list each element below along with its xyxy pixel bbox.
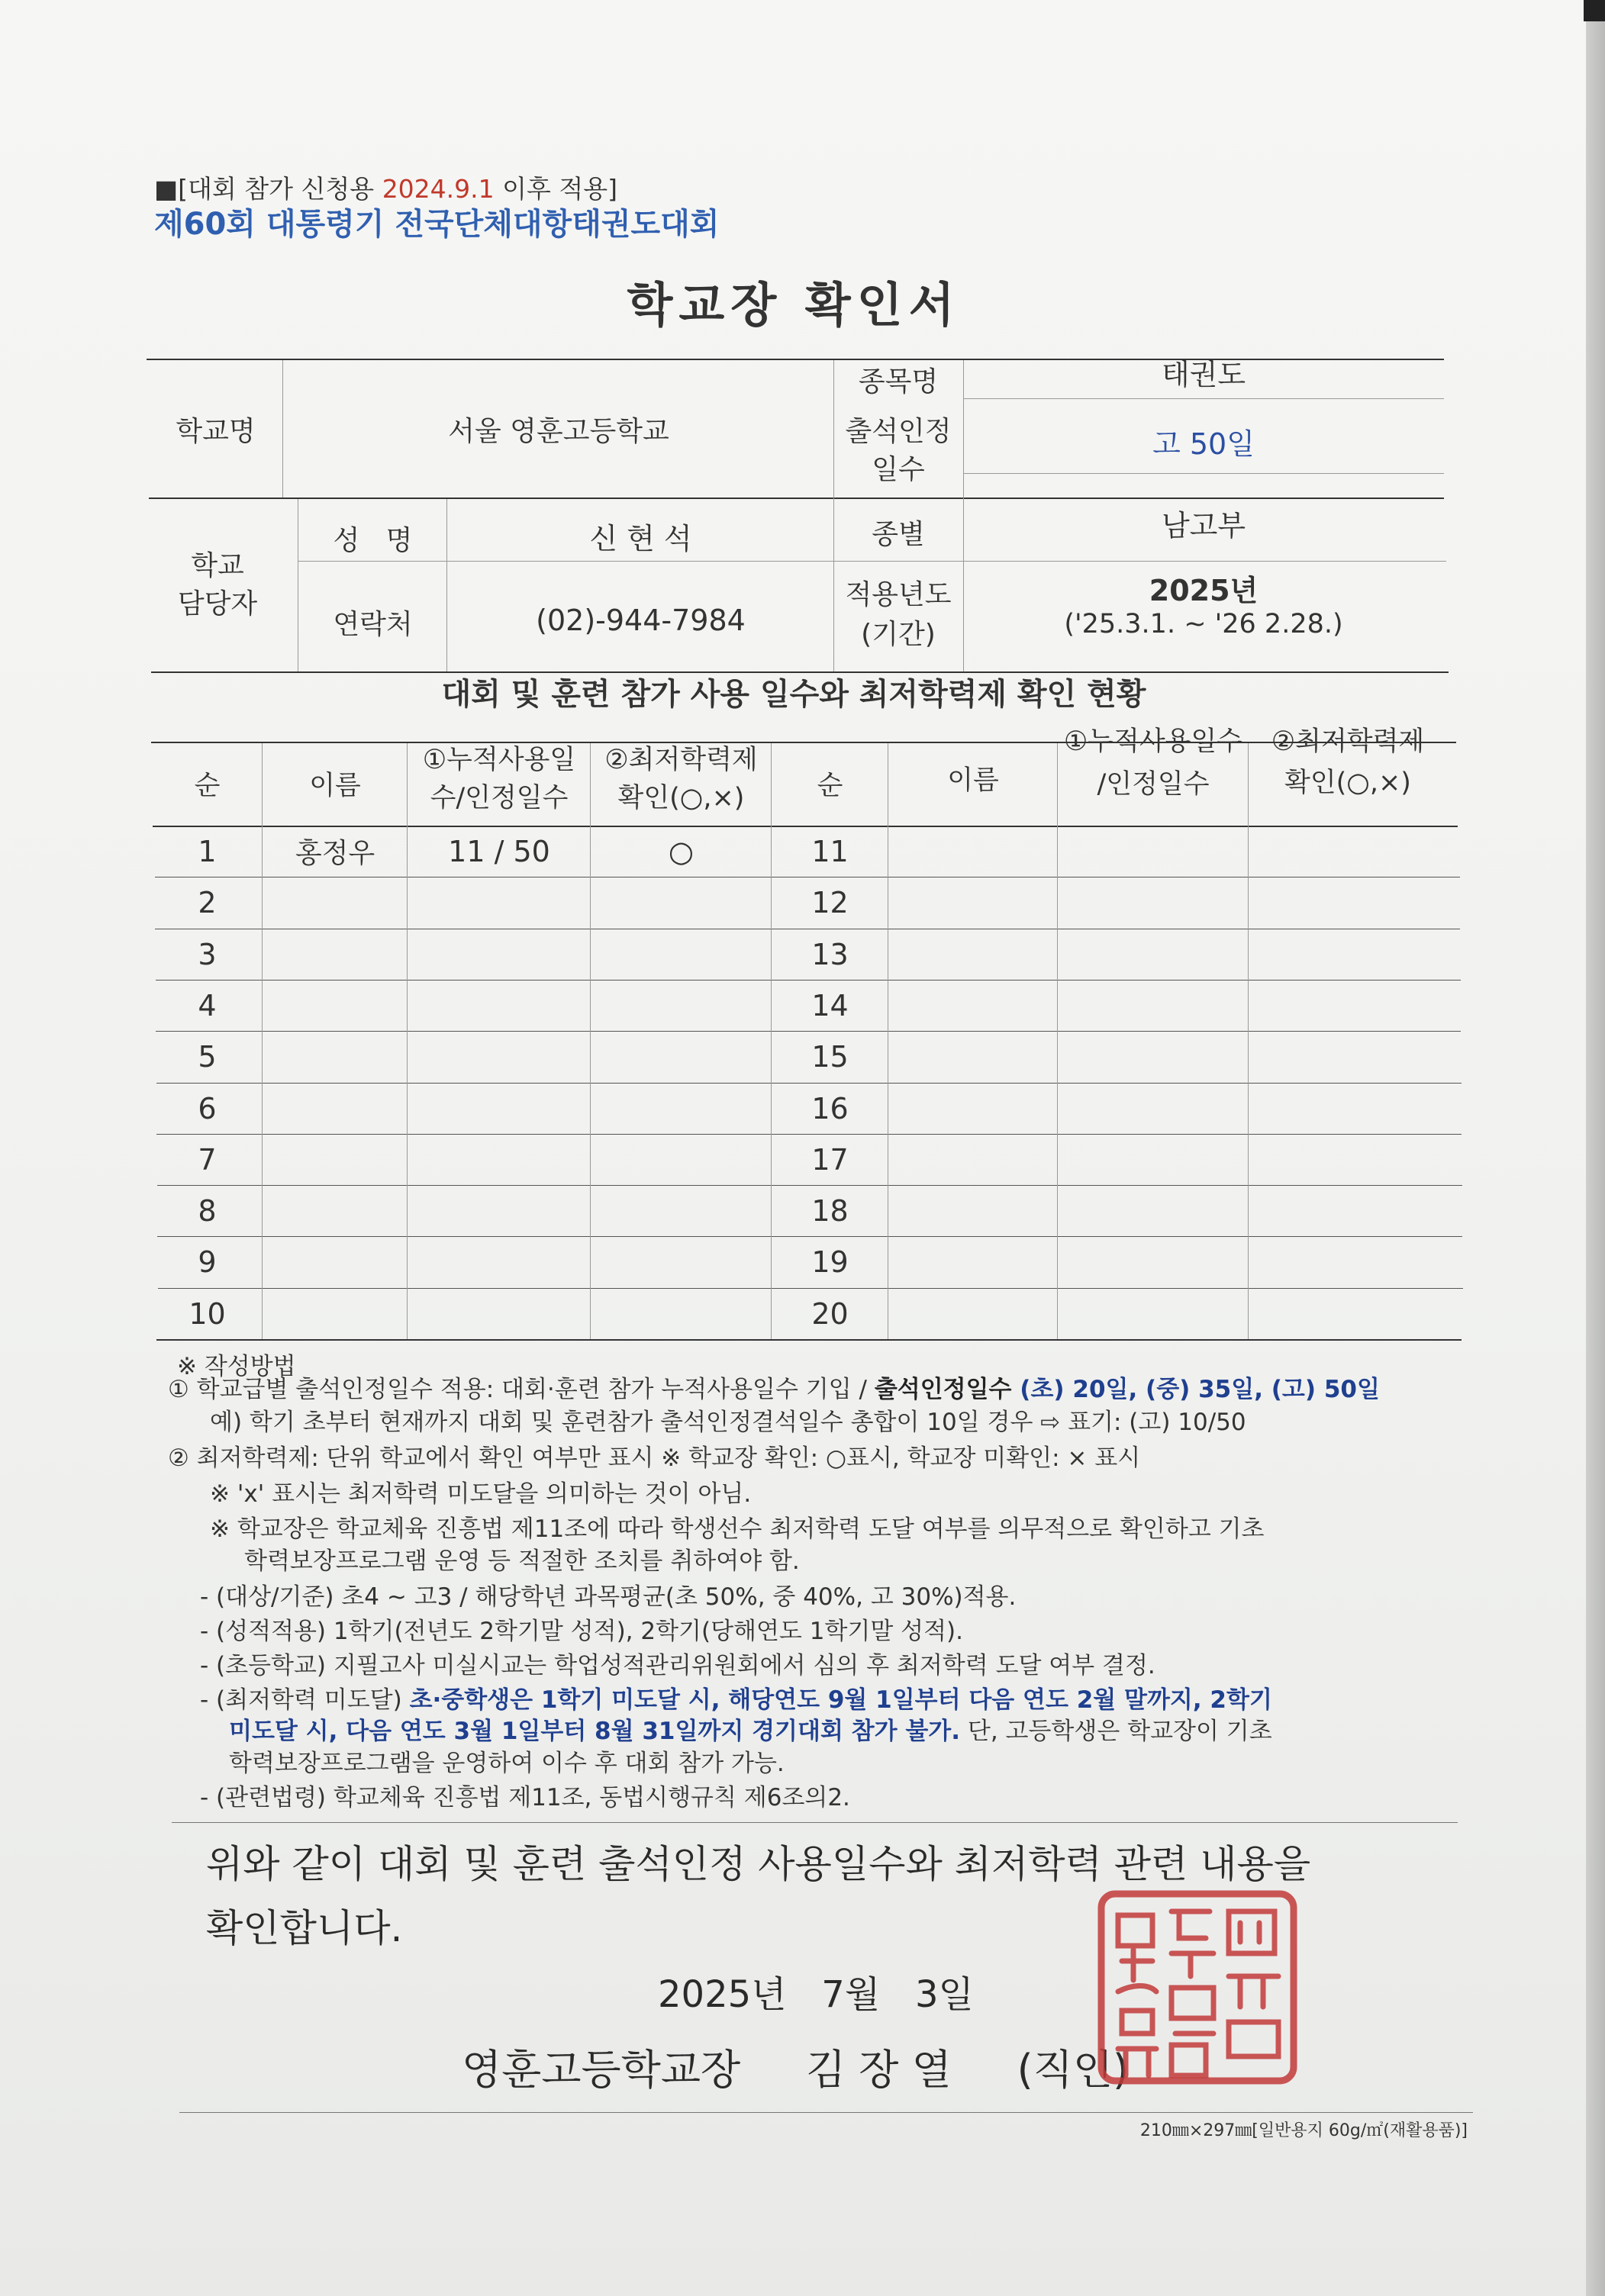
row-check — [591, 1236, 771, 1287]
rule — [179, 2112, 1473, 2113]
school-name: 서울 영훈고등학교 — [448, 415, 669, 447]
row-check — [591, 1031, 771, 1082]
note-1 — [168, 1370, 1380, 1404]
person-name: 신 현 석 — [589, 522, 692, 555]
row-days: 11 / 50 — [448, 834, 550, 868]
paper-edge — [1586, 0, 1605, 2296]
row-seq: 6 — [198, 1091, 217, 1125]
rule — [963, 473, 1444, 474]
document-title: 학교장 확인서 — [627, 277, 961, 333]
usage-suffix: 이후 적용] — [502, 174, 618, 204]
row-name — [263, 1134, 407, 1185]
row-days — [408, 929, 590, 980]
row-check — [591, 1288, 771, 1339]
row-check — [591, 980, 771, 1031]
row-seq: 4 — [198, 988, 217, 1022]
phone-number: (02)-944-7984 — [536, 603, 746, 637]
official-seal-stamp — [1088, 1877, 1309, 2098]
note-1-example: 예) 학기 초부터 현재까지 대회 및 훈련참가 출석인정결석일수 총합이 10일 경우 ⇨ 표기: (고) 10/50 — [210, 1409, 1246, 1436]
col-check-right-1: ②최저학력제 — [1271, 726, 1425, 757]
year-label-2: (기간) — [861, 618, 936, 650]
school-name-label: 학교명 — [176, 415, 256, 447]
rule — [149, 498, 1444, 499]
row-name: 홍정우 — [295, 838, 375, 869]
usage-date: 2024.9.1 — [382, 174, 495, 204]
row-seq: 8 — [198, 1193, 217, 1228]
rule — [407, 743, 408, 1339]
year-label-1: 적용년도 — [845, 578, 952, 610]
row-seq-right: 20 — [811, 1296, 849, 1331]
division-value: 남고부 — [1161, 509, 1246, 543]
contact-label-1: 학교 — [191, 549, 244, 581]
rule — [446, 499, 447, 671]
col-seq-left: 순 — [194, 771, 221, 801]
row-check — [591, 877, 771, 928]
usage-prefix: ■[대회 참가 신청용 — [154, 174, 375, 204]
detail-4-bold-2: 미도달 시, 다음 연도 3월 1일부터 8월 31일까지 경기대회 참가 불가. — [229, 1718, 961, 1745]
row-days — [408, 877, 590, 928]
corner-mark — [1584, 0, 1605, 21]
row-days — [408, 1236, 590, 1287]
row-check: ○ — [668, 834, 695, 868]
principal-signature: 영훈고등학교장 김 장 열 (직인) — [462, 2046, 1130, 2094]
col-check-right-2: 확인(○,×) — [1284, 768, 1411, 798]
confirmation-line-2: 확인합니다. — [206, 1906, 403, 1950]
row-check — [591, 1185, 771, 1236]
row-days — [408, 1288, 590, 1339]
row-seq: 7 — [198, 1142, 217, 1177]
col-name-right: 이름 — [947, 765, 999, 796]
notes-heading: ※ 작성방법 — [177, 1353, 296, 1380]
row-name — [263, 1031, 407, 1082]
rule — [156, 1339, 1462, 1341]
person-name-label: 성 명 — [333, 524, 413, 556]
event-label: 종목명 — [858, 365, 939, 398]
row-check — [591, 929, 771, 980]
note-2-b1: ※ 학교장은 학교체육 진흥법 제11조에 따라 학생선수 최저학력 도달 여부를 의무적으로 확인하고 기초 — [210, 1515, 1265, 1543]
rule — [963, 398, 1444, 399]
row-name — [263, 877, 407, 928]
col-days-right-2: /인정일수 — [1097, 769, 1210, 800]
row-seq-right: 11 — [811, 834, 849, 868]
note-2-a: ※ 'x' 표시는 최저학력 미도달을 의미하는 것이 아님. — [210, 1480, 752, 1508]
detail-2: - (성적적용) 1학기(전년도 2학기말 성적), 2학기(당해연도 1학기말 성적). — [200, 1618, 963, 1645]
detail-4-bold: 초·중학생은 1학기 미도달 시, 해당연도 9월 1일부터 다음 연도 2월 말까지, 2학기 — [409, 1686, 1272, 1714]
note-1-text: ① 학교급별 출석인정일수 적용: 대회·훈련 참가 누적사용일수 기입 / — [168, 1376, 875, 1403]
detail-4 — [200, 1680, 1272, 1715]
attendance-label-2: 일수 — [872, 453, 925, 485]
row-name — [263, 980, 407, 1031]
note-2-b2: 학력보장프로그램 운영 등 적절한 조치를 취하여야 함. — [244, 1547, 800, 1575]
row-days — [408, 1185, 590, 1236]
col-days-left-2: 수/인정일수 — [430, 783, 569, 813]
row-name — [263, 1083, 407, 1134]
row-seq: 10 — [189, 1296, 226, 1331]
rule — [590, 743, 591, 1339]
rule — [298, 561, 1446, 562]
row-seq-right: 19 — [811, 1245, 849, 1279]
col-days-left-1: ①누적사용일 — [422, 745, 576, 775]
note-1-bold: 출석인정일수 — [874, 1376, 1012, 1403]
detail-5: - (관련법령) 학교체육 진흥법 제11조, 동법시행규칙 제6조의2. — [200, 1784, 850, 1811]
col-seq-right: 순 — [817, 771, 843, 801]
row-seq: 5 — [198, 1039, 217, 1074]
row-seq: 3 — [198, 937, 217, 971]
event-value: 태권도 — [1161, 357, 1246, 391]
col-name-left: 이름 — [309, 771, 361, 801]
rule — [172, 1822, 1458, 1823]
row-check — [591, 1083, 771, 1134]
division-label: 종별 — [872, 519, 925, 550]
col-check-left-2: 확인(○,×) — [617, 783, 745, 813]
paper-spec-footer: 210㎜×297㎜[일반용지 60g/㎡(재활용품)] — [1139, 2121, 1468, 2140]
rule — [1057, 743, 1058, 1339]
detail-4-text: 단, 고등학생은 학교장이 기초 — [960, 1718, 1272, 1745]
confirmation-line-1: 위와 같이 대회 및 훈련 출석인정 사용일수와 최저학력 관련 내용을 — [206, 1842, 1311, 1886]
row-seq-right: 14 — [811, 988, 849, 1022]
rule — [771, 743, 772, 1339]
status-section-title: 대회 및 훈련 참가 사용 일수와 최저학력제 확인 현황 — [441, 677, 1146, 712]
attendance-days: 고 50일 — [1152, 427, 1255, 461]
row-days — [408, 1083, 590, 1134]
rule — [262, 743, 263, 1339]
row-seq: 1 — [198, 834, 217, 868]
detail-3: - (초등학교) 지필고사 미실시교는 학업성적관리위원회에서 심의 후 최저학력 도달 여부 결정. — [200, 1652, 1155, 1679]
period-value: ('25.3.1. ~ '26 2.28.) — [1064, 609, 1343, 639]
year-value: 2025년 — [1149, 573, 1259, 607]
detail-1: - (대상/기준) 초4 ~ 고3 / 해당학년 과목평균(초 50%, 중 40%, 고 30%)적용. — [200, 1583, 1017, 1611]
row-name — [263, 929, 407, 980]
contact-label-2: 담당자 — [177, 588, 258, 620]
note-1-values: (초) 20일, (중) 35일, (고) 50일 — [1011, 1376, 1380, 1403]
row-seq-right: 15 — [811, 1039, 849, 1074]
row-name — [263, 1185, 407, 1236]
row-seq-right: 13 — [811, 937, 849, 971]
confirmation-date: 2025년 7월 3일 — [658, 1973, 974, 2016]
row-seq-right: 17 — [811, 1142, 849, 1177]
row-seq: 9 — [198, 1245, 217, 1279]
col-check-left-1: ②최저학력제 — [604, 745, 758, 775]
row-check — [591, 1134, 771, 1185]
row-days — [408, 1031, 590, 1082]
row-days — [408, 980, 590, 1031]
row-seq-right: 12 — [811, 885, 849, 919]
rule — [1248, 743, 1249, 1339]
row-seq: 2 — [198, 885, 217, 919]
row-days — [408, 1134, 590, 1185]
row-name — [263, 1288, 407, 1339]
detail-4-end: 학력보장프로그램을 운영하여 이수 후 대회 참가 가능. — [229, 1750, 785, 1777]
competition-name: 제60회 대통령기 전국단체대항태권도대회 — [154, 207, 720, 242]
row-name — [263, 1236, 407, 1287]
phone-label: 연락처 — [333, 608, 413, 640]
detail-4-label: - (최저학력 미도달) — [200, 1686, 410, 1714]
detail-4-cont — [229, 1712, 1272, 1746]
rule — [282, 360, 283, 498]
col-days-right-1: ①누적사용일수 — [1063, 726, 1243, 757]
note-2: ② 최저학력제: 단위 학교에서 확인 여부만 표시 ※ 학교장 확인: ○표시, 학교장 미확인: × 표시 — [168, 1444, 1141, 1472]
attendance-label-1: 출석인정 — [845, 415, 952, 447]
row-seq-right: 18 — [811, 1193, 849, 1228]
row-seq-right: 16 — [811, 1091, 849, 1125]
